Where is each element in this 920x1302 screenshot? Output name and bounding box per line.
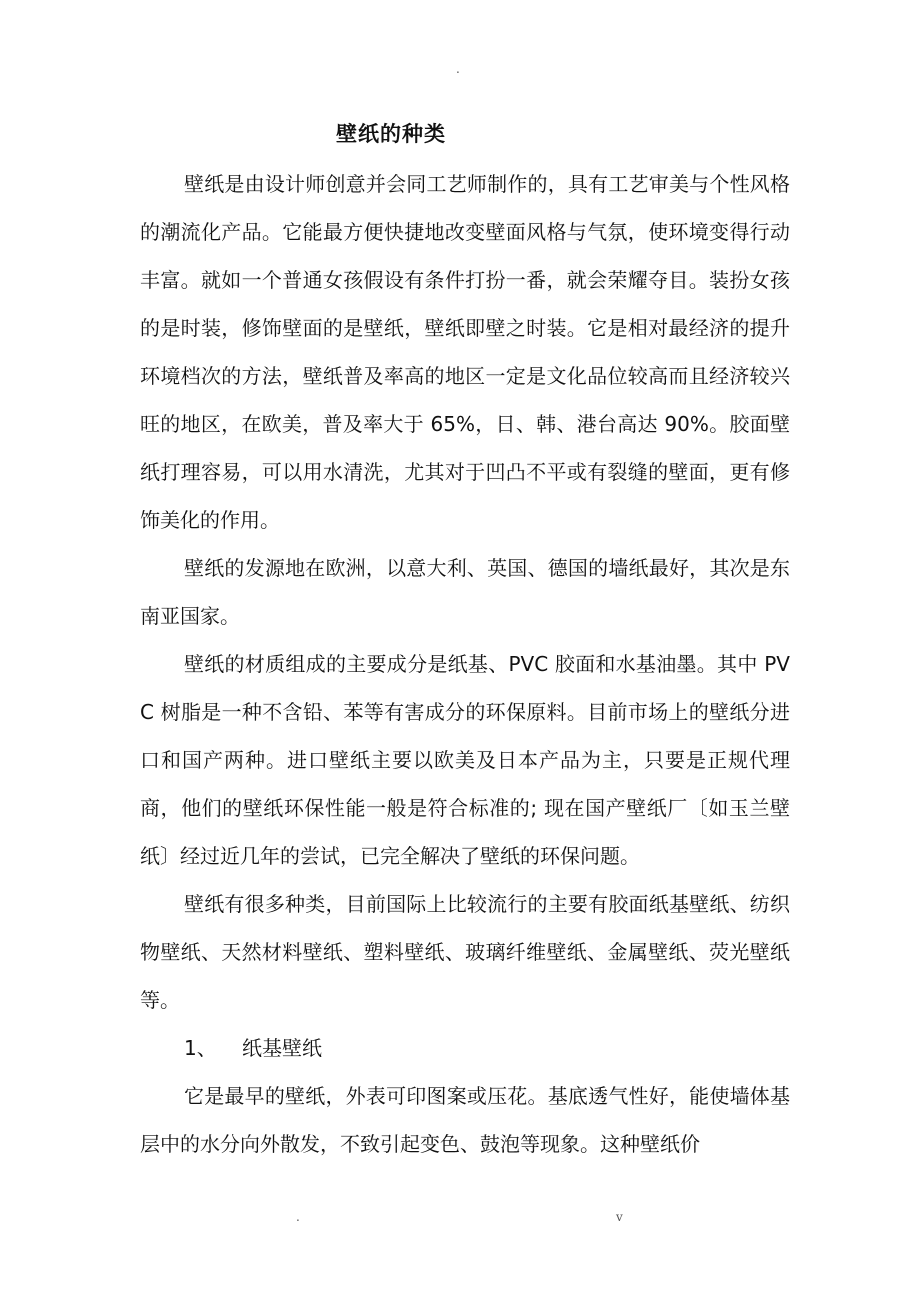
section-number: 1、	[184, 1036, 217, 1060]
section-heading	[140, 1024, 790, 1072]
paragraph-material: 壁纸的材质组成的主要成分是纸基、PVC 胶面和水基油墨。其中 PVC 树脂是一种不含铅、苯等有害成分的环保原料。目前市场上的壁纸分进口和国产两种。进口壁纸主要以欧美及日本产品为主，只要是正规代理商，他们的壁纸环保性能一般是符合标准的; 现在国产壁纸厂〔如玉兰壁纸〕经过近几年的尝试，已完全解决了壁纸的环保问题。	[140, 652, 790, 868]
paragraph-origin: 壁纸的发源地在欧洲，以意大利、英国、德国的墙纸最好，其次是东南亚国家。	[140, 556, 790, 628]
paragraph-paper-wallpaper: 它是最早的壁纸，外表可印图案或压花。基底透气性好，能使墙体基层中的水分向外散发，不致引起变色、鼓泡等现象。这种壁纸价	[140, 1084, 790, 1156]
footer-left-mark: .	[296, 1210, 300, 1224]
paragraph-intro: 壁纸是由设计师创意并会同工艺师制作的，具有工艺审美与个性风格的潮流化产品。它能最方便快捷地改变壁面风格与气氛，使环境变得行动丰富。就如一个普通女孩假设有条件打扮一番，就会荣耀夺目。装扮女孩的是时装，修饰壁面的是壁纸，壁纸即壁之时装。它是相对最经济的提升环境档次的方法，壁纸普及率高的地区一定是文化品位较高而且经济较兴旺的地区，在欧美，普及率大于 65%，日、韩、港台高达 90%。胶面壁纸打理容易，可以用水清洗，尤其对于凹凸不平或有裂缝的壁面，更有修饰美化的作用。	[140, 172, 790, 532]
document-body	[140, 160, 790, 1168]
header-mark: .	[456, 62, 460, 76]
footer-right-mark: v	[616, 1210, 623, 1224]
paragraph-types: 壁纸有很多种类，目前国际上比较流行的主要有胶面纸基壁纸、纺织物壁纸、天然材料壁纸、塑料壁纸、玻璃纤维壁纸、金属壁纸、荧光壁纸等。	[140, 892, 790, 1012]
section-heading-text: 纸基壁纸	[242, 1036, 322, 1060]
document-title: 壁纸的种类	[336, 122, 446, 146]
